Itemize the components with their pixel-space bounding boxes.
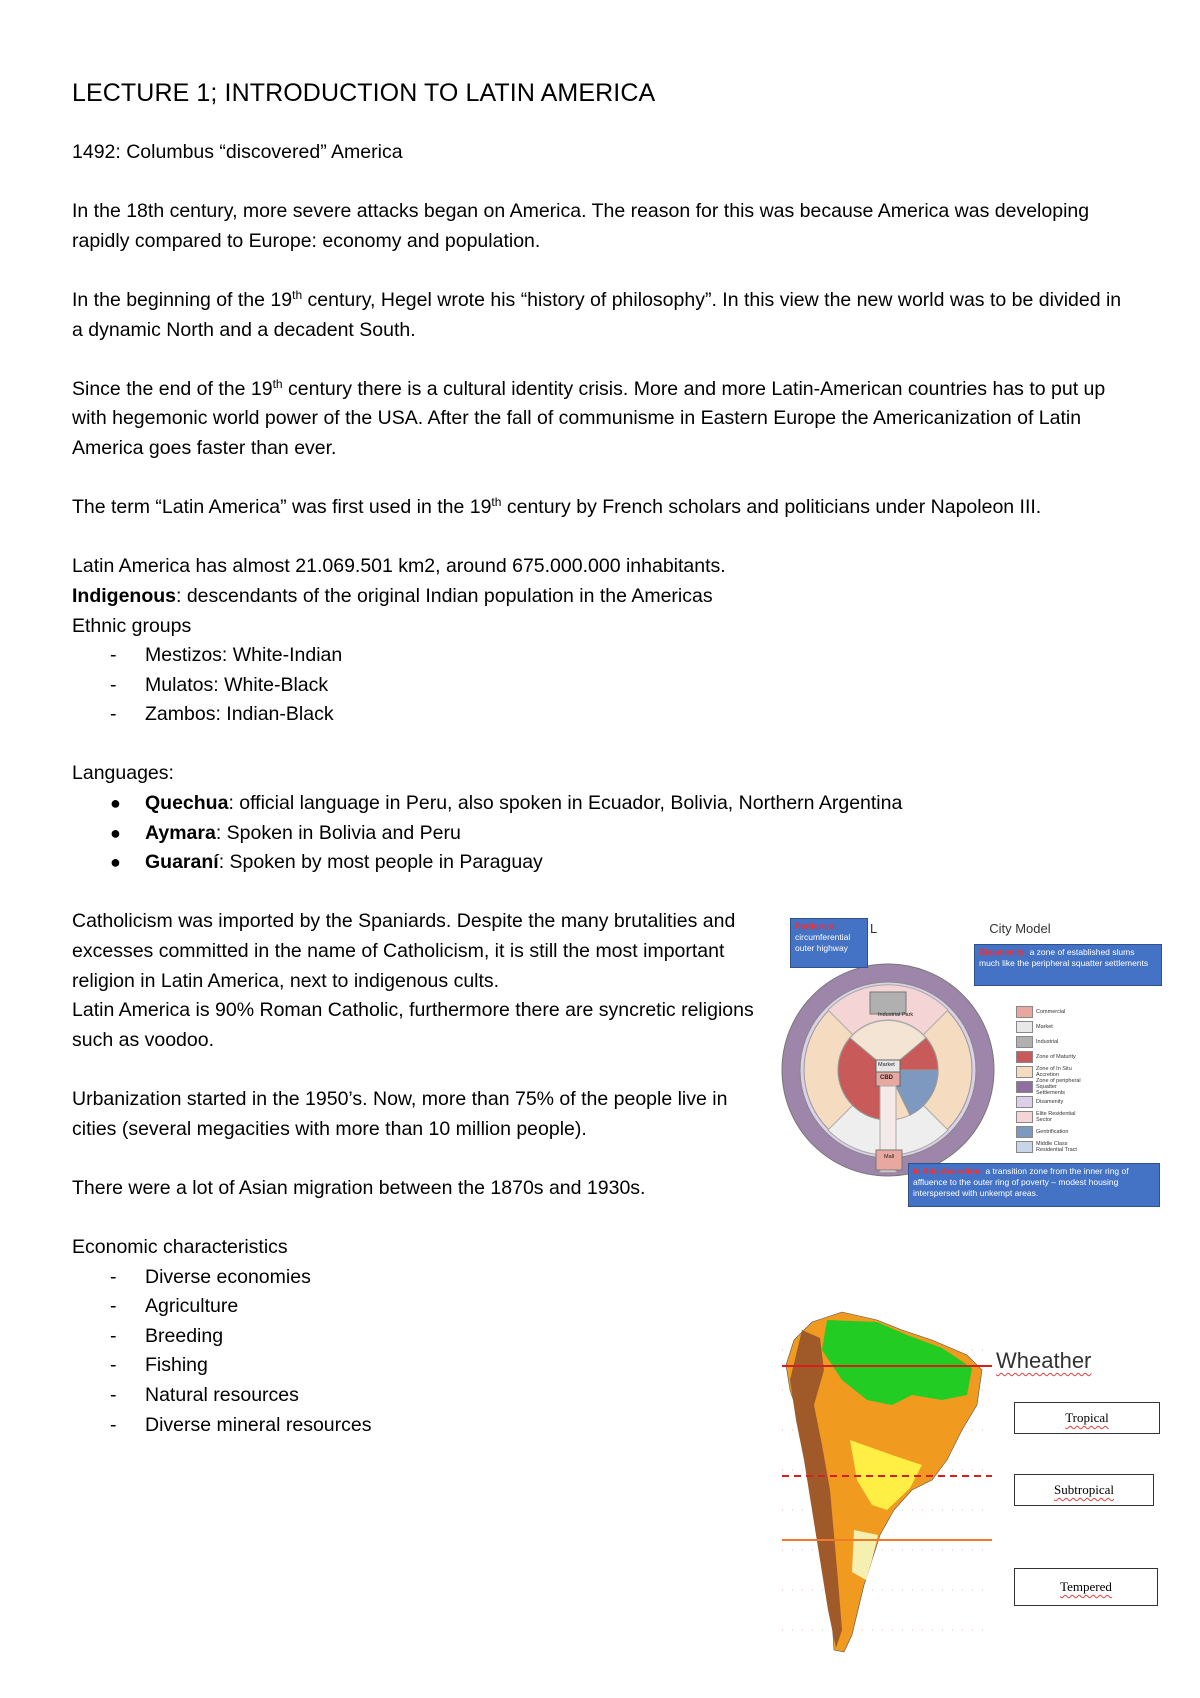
bullet-icon: ● <box>110 822 121 843</box>
list-item: - Mestizos: White-Indian <box>110 644 343 667</box>
page-title: LECTURE 1; INTRODUCTION TO LATIN AMERICA <box>72 79 656 107</box>
mall-label: Mall <box>884 1154 895 1160</box>
legend-item: Zone of Maturity <box>1016 1049 1086 1064</box>
legend-item: Disamenity <box>1016 1094 1086 1109</box>
legend-item: Industrial <box>1016 1034 1086 1049</box>
legend-item: Middle Class Residential Tract <box>1016 1139 1086 1154</box>
industrial-park-label: Industrial Park <box>878 1012 914 1018</box>
periferico-callout: Periferico: circumferential outer highway <box>790 918 868 968</box>
paragraph-latin-america-term: The term “Latin America” was first used in the 19th century by French scholars and politicians under Napoleon III. <box>72 495 1042 519</box>
legend-item: Elite Residential Sector <box>1016 1109 1086 1124</box>
paragraph-identity-crisis: Since the end of the 19th century there is a cultural identity crisis. More and more Latin-American countries has to put up with hegemonic world power of the USA. After the fall of communisme in Eastern Europe the Americanization of Latin America goes faster than ever. <box>72 376 1106 459</box>
market-label: Market <box>878 1062 895 1068</box>
paragraph-indigenous: Indigenous: descendants of the original Indian population in the Americas <box>72 584 713 607</box>
paragraph-catholicism: Catholicism was imported by the Spaniards. Despite the many brutalities and excesses committed in the name of Catholicism, it is still the most important religion in Latin America, next to indigenous cults. <box>72 910 736 992</box>
in-situ-accretion-callout: In Situ Accretion: a transition zone from the inner ring of affluence to the outer ring of poverty – modest housing interspersed with unkempt areas. <box>908 1163 1160 1207</box>
list-item: - Natural resources <box>110 1383 299 1406</box>
list-item: - Mulatos: White-Black <box>110 673 329 696</box>
list-item: - Agriculture <box>110 1295 239 1318</box>
list-item: - Diverse economies <box>110 1265 311 1288</box>
list-item: ● Guaraní: Spoken by most people in Paraguay <box>72 848 1132 878</box>
bullet-icon: ● <box>110 852 121 873</box>
legend-item: Zone of peripheral Squatter Settlements <box>1016 1079 1086 1094</box>
legend-item: Zone of In Situ Accretion <box>1016 1064 1086 1079</box>
weather-title: Wheather <box>996 1348 1092 1373</box>
tropical-label-box: Tropical <box>1014 1402 1160 1434</box>
paragraph-area-population: Latin America has almost 21.069.501 km2, around 675.000.000 inhabitants. <box>72 555 726 578</box>
city-model-legend <box>1016 1004 1086 1154</box>
subtropical-label-box: Subtropical <box>1014 1474 1154 1506</box>
climate-map-graphic <box>782 1310 992 1655</box>
legend-item: Gentrification <box>1016 1124 1086 1139</box>
paragraph-columbus: 1492: Columbus “discovered” America <box>72 141 403 163</box>
city-model-title: L City Model <box>870 921 1051 936</box>
list-item: ● Quechua: official language in Peru, also spoken in Ecuador, Bolivia, Northern Argentina <box>72 789 1132 819</box>
south-america-climate-map <box>782 1310 992 1655</box>
paragraph-18th-century: In the 18th century, more severe attacks began on America. The reason for this was because America was developing rapidly compared to Europe: economy and population. <box>72 200 1090 252</box>
disamenity-callout: Disamenity: a zone of established slums much like the peripheral squatter settlements <box>974 944 1162 986</box>
paragraph-hegel: In the beginning of the 19th century, Hegel wrote his “history of philosophy”. In this view the new world was to be divided in a dynamic North and a decadent South. <box>72 287 1122 341</box>
ethnic-groups-heading: Ethnic groups <box>72 614 192 637</box>
economic-heading: Economic characteristics <box>72 1235 288 1258</box>
languages-list <box>72 789 1132 878</box>
languages-heading: Languages: <box>72 762 174 785</box>
list-item: - Diverse mineral resources <box>110 1413 372 1436</box>
list-item: - Zambos: Indian-Black <box>110 703 334 726</box>
ethnic-groups-list <box>72 641 1132 730</box>
bullet-icon: ● <box>110 793 121 814</box>
paragraph-urbanization: Urbanization started in the 1950’s. Now, more than 75% of the people live in cities (several megacities with more than 10 million people). <box>72 1088 728 1140</box>
paragraph-asian-migration: There were a lot of Asian migration between the 1870s and 1930s. <box>72 1176 646 1199</box>
document-body <box>72 78 1132 1440</box>
paragraph-roman-catholic: Latin America is 90% Roman Catholic, furthermore there are syncretic religions such as voodoo. <box>72 999 754 1051</box>
list-item: - Breeding <box>110 1324 224 1347</box>
list-item: ● Aymara: Spoken in Bolivia and Peru <box>72 819 1132 849</box>
tempered-label-box: Tempered <box>1014 1568 1158 1606</box>
legend-item: Commercial <box>1016 1004 1086 1019</box>
cbd-label: CBD <box>880 1075 893 1081</box>
list-item: - Fishing <box>110 1354 208 1377</box>
legend-item: Market <box>1016 1019 1086 1034</box>
